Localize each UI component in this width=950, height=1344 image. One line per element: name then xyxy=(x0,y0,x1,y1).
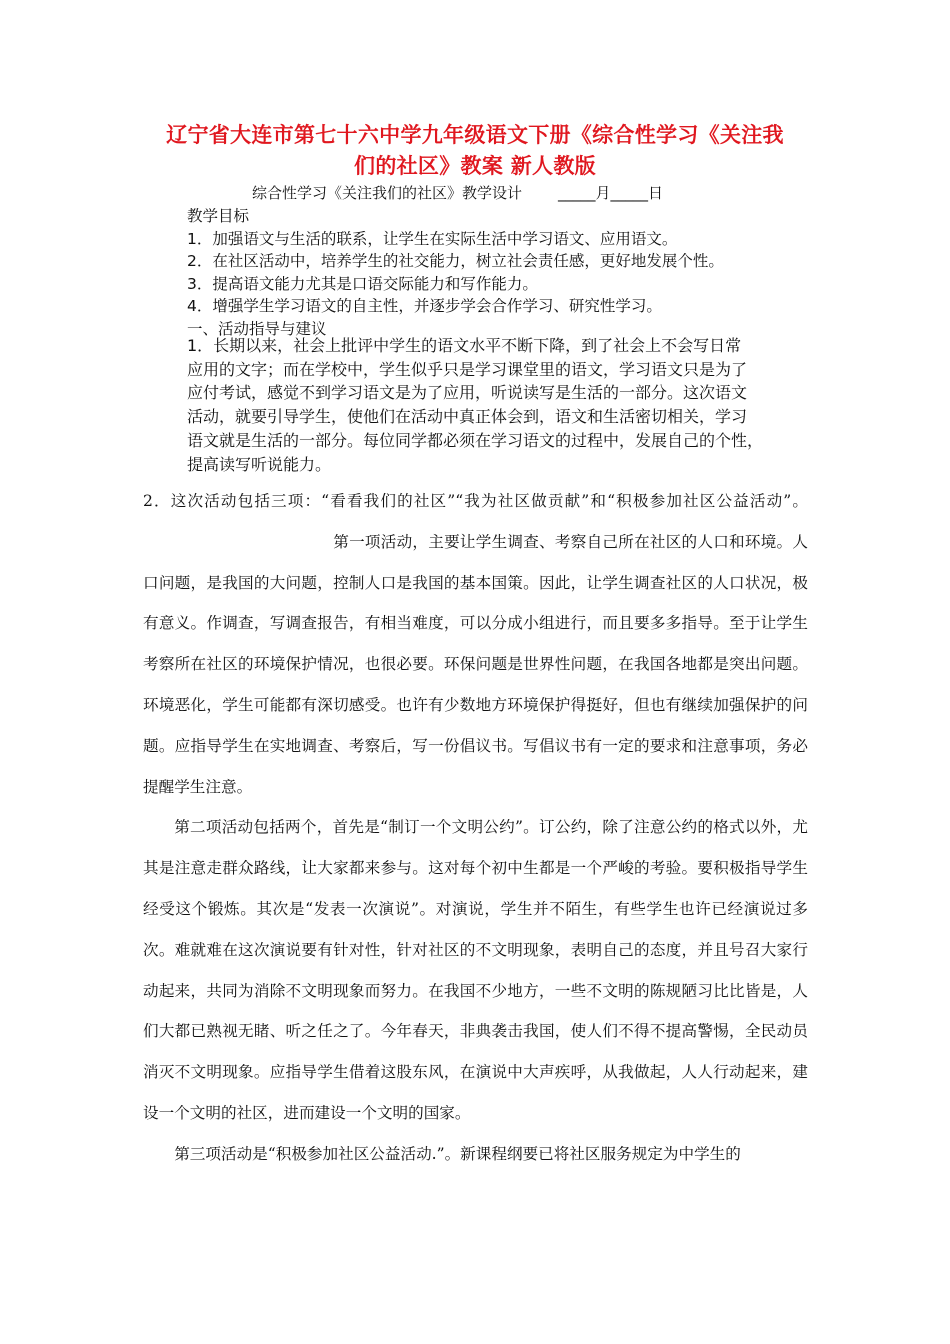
paragraph-line: 活动，就要引导学生，使他们在活动中真正体会到，语文和生活密切相关，学习 xyxy=(187,407,748,427)
paragraph-2-intro: 2．这次活动包括三项：“看看我们的社区”“我为社区做贡献”和“积极参加社区公益活动”。 xyxy=(143,492,808,510)
goal-item: 3．提高语文能力尤其是口语交际能力和写作能力。 xyxy=(187,274,538,293)
goal-item: 1．加强语文与生活的联系，让学生在实际生活中学习语文、应用语文。 xyxy=(187,229,678,248)
paragraph-line: 语文就是生活的一部分。每位同学都必须在学习语文的过程中，发展自己的个性， xyxy=(187,430,764,450)
goal-item: 2．在社区活动中，培养学生的社交能力，树立社会责任感，更好地发展个性。 xyxy=(187,252,724,271)
goals-heading: 教学目标 xyxy=(187,207,250,225)
teaching-goals xyxy=(187,205,777,341)
goal-item: 4．增强学生学习语文的自主性，并逐步学会合作学习、研究性学习。 xyxy=(187,297,662,316)
paragraph-3: 第二项活动包括两个，首先是“制订一个文明公约”。订公约，除了注意公约的格式以外，尤其是注意走群众路线，让大家都来参与。这对每个初中生都是一个严峻的考验。要积极指导学生经受这个锻炼。其次是“发表一次演说”。对演说，学生并不陌生，有些学生也许已经演说过多次。难就难在这次演说要有针对性，针对社区的不文明现象，表明自己的态度，并且号召大家行动起来，共同为消除不文明现象而努力。在我国不少地方，一些不文明的陈规陋习比比皆是，人们大都已熟视无睹、听之任之了。今年春天，非典袭击我国，使人们不得不提高警惕，全民动员消灭不文明现象。应指导学生借着这股东风，在演说中大声疾呼，从我做起，人人行动起来，建设一个文明的社区，进而建设一个文明的国家。 xyxy=(143,818,808,1122)
paragraph-line: 应付考试，感觉不到学习语文是为了应用，听说读写是生活的一部分。这次语文 xyxy=(187,383,748,403)
paragraph-line: 1．长期以来，社会上批评中学生的语文水平不断下降，到了社会上不会写日常 xyxy=(187,336,742,355)
document-title xyxy=(130,120,820,182)
paragraph-4: 第三项活动是“积极参加社区公益活动.”。新课程纲要已将社区服务规定为中学生的 xyxy=(174,1144,741,1163)
section-heading: 一、活动指导与建议 xyxy=(187,319,327,338)
paragraph-2 xyxy=(143,481,808,807)
lesson-subheading xyxy=(252,182,772,204)
paragraph-line: 应用的文字；而在学校中，学生似乎只是学习课堂里的语文，学习语文只是为了 xyxy=(187,359,748,379)
title-line: 辽宁省大连市第七十六中学九年级语文下册《综合性学习《关注我 xyxy=(166,123,784,147)
title-line: 们的社区》教案 新人教版 xyxy=(354,154,596,178)
date-blank: _____月_____日 xyxy=(558,184,664,202)
paragraph-1 xyxy=(187,334,787,476)
body-text xyxy=(143,481,808,1175)
subheading-text: 综合性学习《关注我们的社区》教学设计 xyxy=(252,184,523,202)
paragraph-2-body: 第一项活动，主要让学生调查、考察自己所在社区的人口和环境。人口问题，是我国的大问题，控制人口是我国的基本国策。因此，让学生调查社区的人口状况，极有意义。作调查，写调查报告，有相当难度，可以分成小组进行，而且要多多指导。至于让学生考察所在社区的环境保护情况，也很必要。环保问题是世界性问题，在我国各地都是突出问题。环境恶化，学生可能都有深切感受。也许有少数地方环境保护得挺好，但也有继续加强保护的问题。应指导学生在实地调查、考察后，写一份倡议书。写倡议书有一定的要求和注意事项，务必提醒学生注意。 xyxy=(143,532,808,796)
paragraph-line: 提高读写听说能力。 xyxy=(187,454,332,474)
